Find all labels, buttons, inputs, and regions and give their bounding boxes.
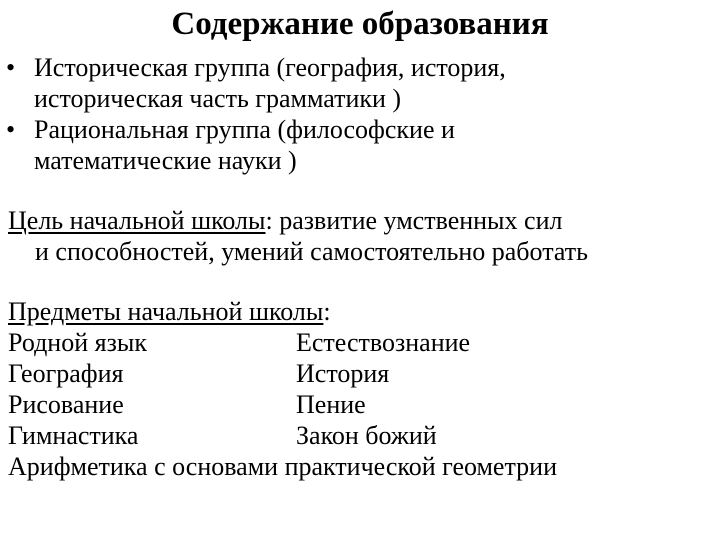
subject-right: История: [296, 359, 390, 388]
bullet-item-rational-group: [0, 114, 710, 176]
bullet-marker: •: [6, 53, 16, 82]
subjects-heading: [8, 296, 720, 327]
subject-right: Пение: [296, 390, 366, 419]
school-goal-colon: :: [265, 206, 273, 235]
school-goal-text: развитие умственных сил: [272, 206, 563, 235]
bullet-list: [0, 52, 710, 176]
bullet-line: историческая часть грамматики ): [34, 84, 402, 113]
subject-last-line: Арифметика с основами практической геометрии: [8, 452, 557, 481]
slide-title: Содержание образования: [171, 6, 549, 42]
bullet-marker: •: [6, 115, 16, 144]
subjects-label: Предметы начальной школы: [8, 297, 324, 326]
subject-row: [8, 420, 720, 451]
subject-right: Естествознание: [296, 328, 471, 357]
subjects-colon: :: [323, 297, 331, 326]
school-goal-paragraph: [8, 205, 720, 267]
bullet-line: математические науки ): [34, 146, 297, 175]
subject-row: [8, 389, 720, 420]
subject-left: Родной язык: [8, 328, 147, 357]
subject-left: Гимнастика: [8, 421, 139, 450]
subject-row: [8, 358, 720, 389]
school-goal-text-continued: и способностей, умений самостоятельно работать: [35, 237, 588, 266]
bullet-item-historical-group: [0, 52, 710, 114]
subject-right: Закон божий: [296, 421, 437, 450]
school-goal-label: Цель начальной школы: [8, 206, 266, 235]
subject-left: Рисование: [8, 390, 124, 419]
bullet-line: Историческая группа (география, история,: [34, 53, 506, 82]
bullet-line: Рациональная группа (философские и: [34, 115, 455, 144]
subjects-section: [8, 296, 720, 482]
subject-left: География: [8, 359, 124, 388]
subject-row: [8, 327, 720, 358]
